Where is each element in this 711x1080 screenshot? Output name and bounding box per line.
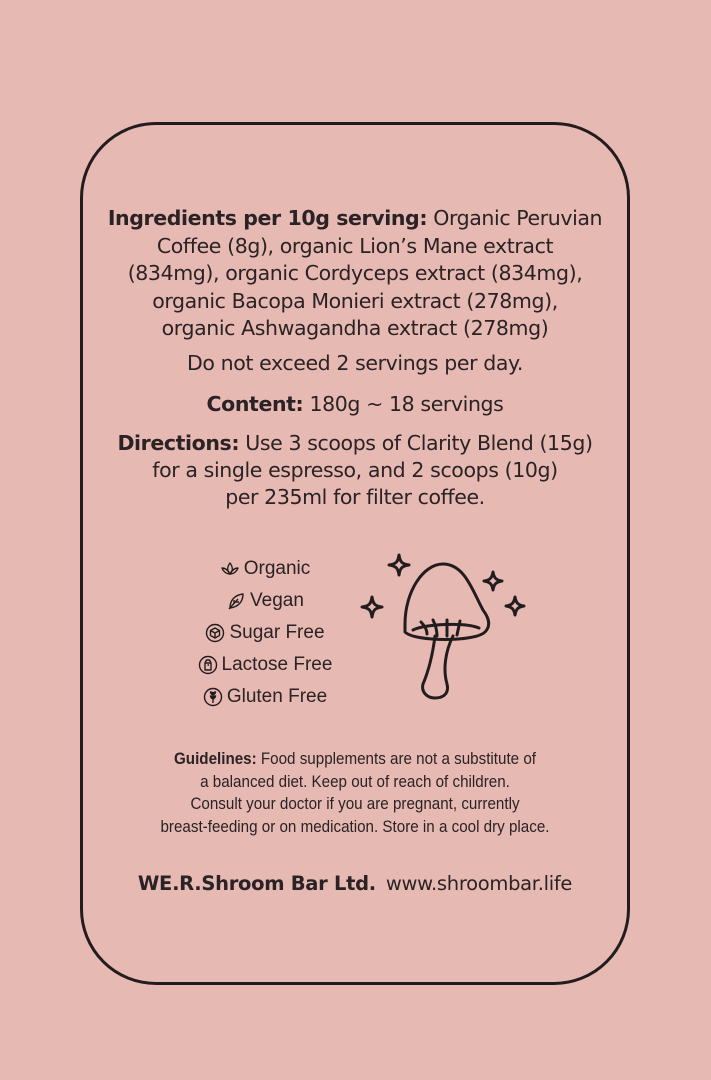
badge-gluten-free bbox=[175, 681, 355, 713]
directions-label: Directions: bbox=[117, 431, 240, 455]
content-line bbox=[100, 391, 610, 418]
badge-list bbox=[175, 553, 355, 713]
badge-vegan bbox=[175, 585, 355, 617]
badge-sugar-free bbox=[175, 617, 355, 649]
dosage-warning: Do not exceed 2 servings per day. bbox=[187, 351, 523, 375]
milk-carton-icon bbox=[198, 655, 218, 675]
guidelines-line: Consult your doctor if you are pregnant, currently bbox=[190, 795, 520, 813]
company-name: WE.R.Shroom Bar Ltd. bbox=[137, 872, 376, 895]
ingredients-block bbox=[100, 205, 610, 343]
lotus-icon bbox=[220, 559, 240, 579]
badge-label: Vegan bbox=[250, 590, 304, 611]
ingredients-line: organic Bacopa Monieri extract (278mg), bbox=[152, 288, 558, 313]
badge-organic bbox=[175, 553, 355, 585]
mushroom-sparkles-icon bbox=[355, 552, 530, 712]
directions-block bbox=[100, 430, 610, 511]
badge-label: Gluten Free bbox=[226, 686, 328, 707]
ingredients-text: Organic Peruvian bbox=[433, 206, 603, 230]
content-label: Content: bbox=[206, 392, 304, 416]
badge-label: Organic bbox=[243, 558, 311, 579]
wheat-icon bbox=[203, 687, 223, 707]
badge-lactose-free bbox=[175, 649, 355, 681]
directions-line bbox=[100, 430, 610, 457]
guidelines-block bbox=[120, 748, 589, 838]
guidelines-text: Food supplements are not a substitute of bbox=[260, 750, 536, 768]
footer bbox=[100, 870, 610, 897]
guidelines-line: a balanced diet. Keep out of reach of children. bbox=[200, 772, 510, 791]
leaf-icon bbox=[226, 591, 246, 611]
directions-text: Use 3 scoops of Clarity Blend (15g) bbox=[245, 431, 593, 455]
sugar-cube-icon bbox=[205, 623, 225, 643]
ingredients-line bbox=[100, 205, 610, 233]
ingredients-line: organic Ashwagandha extract (278mg) bbox=[161, 316, 549, 340]
badge-label: Lactose Free bbox=[221, 654, 333, 675]
guidelines-line bbox=[120, 748, 589, 771]
ingredients-line: (834mg), organic Cordyceps extract (834mg), bbox=[127, 261, 583, 285]
guidelines-label: Guidelines: bbox=[174, 750, 257, 768]
guidelines-line: breast-feeding or on medication. Store in a cool dry place. bbox=[160, 817, 550, 836]
ingredients-line: Coffee (8g), organic Lion’s Mane extract bbox=[156, 233, 554, 258]
website-link[interactable]: www.shroombar.life bbox=[385, 872, 573, 895]
directions-line: per 235ml for filter coffee. bbox=[225, 485, 485, 509]
badge-label: Sugar Free bbox=[229, 622, 325, 643]
directions-line: for a single espresso, and 2 scoops (10g) bbox=[152, 458, 558, 482]
ingredients-label: Ingredients per 10g serving: bbox=[107, 206, 428, 230]
content-value: 180g ~ 18 servings bbox=[309, 392, 504, 416]
